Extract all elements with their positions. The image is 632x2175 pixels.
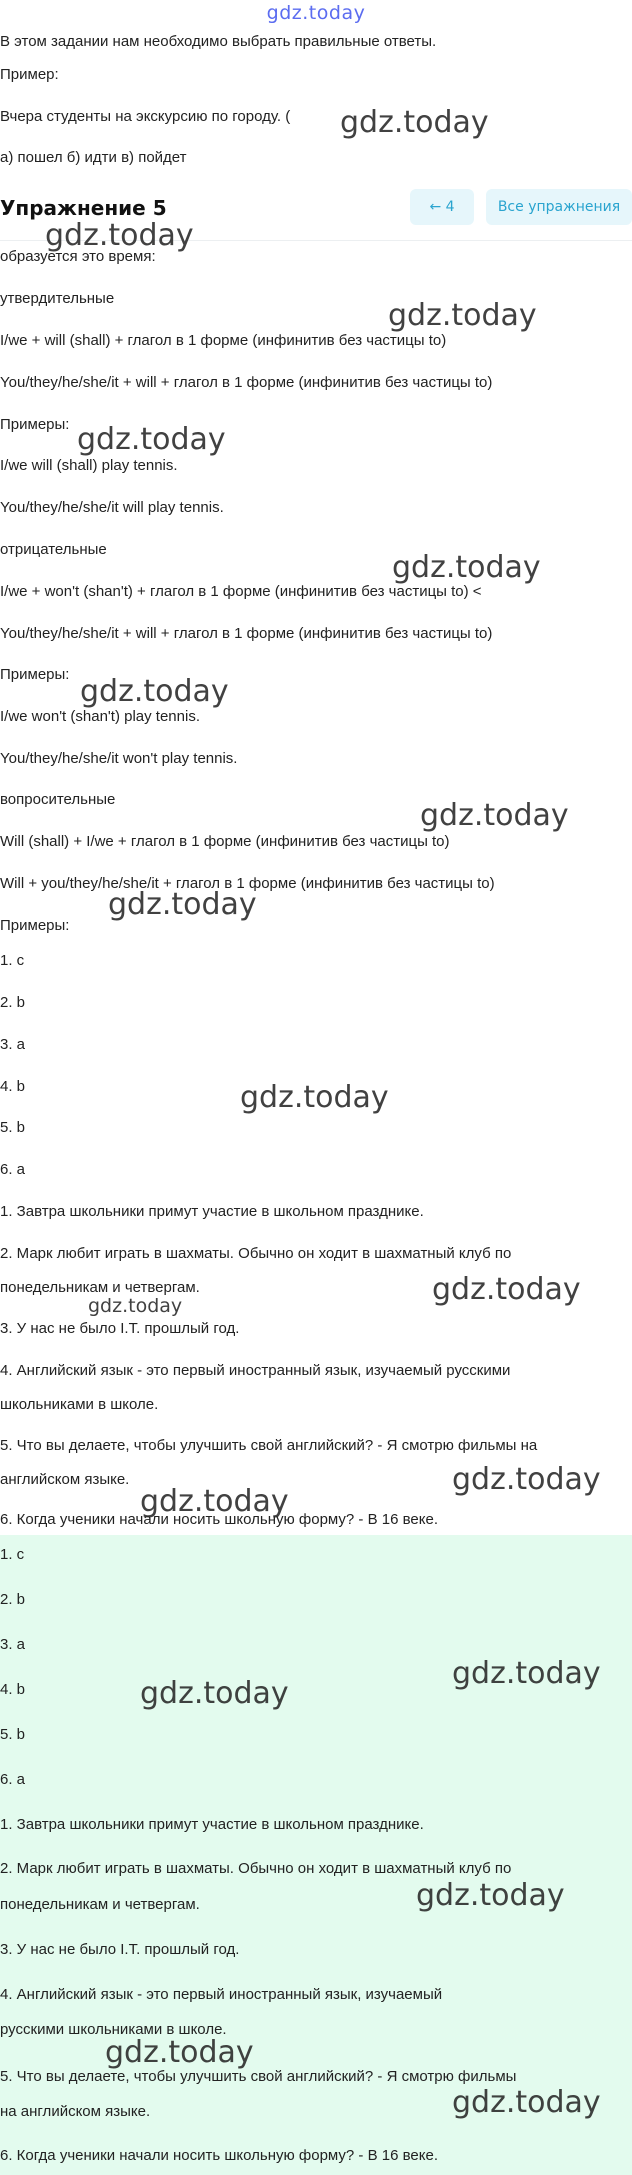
task-description: В этом задании нам необходимо выбрать правильные ответы. [0,33,437,50]
answer-box-line: 6. a [0,1771,26,1788]
watermark: gdz.today [80,674,229,709]
exercise-title: Упражнение 5 [0,196,167,220]
answer-line: английском языке. [0,1471,130,1488]
answer-line: 5. b [0,1119,26,1136]
theory-line: You/they/he/she/it won't play tennis. [0,750,238,767]
theory-line: You/they/he/she/it + will + глагол в 1 форме (инфинитив без частицы to) [0,625,493,642]
answer-line: 2. b [0,994,26,1011]
watermark: gdz.today [140,1484,289,1519]
answer-line: 5. Что вы делаете, чтобы улучшить свой английский? - Я смотрю фильмы на [0,1437,538,1454]
answer-box-line: на английском языке. [0,2103,151,2120]
watermark: gdz.today [452,1656,601,1691]
theory-line: I/we + won't (shan't) + глагол в 1 форме (инфинитив без частицы to) < [0,583,482,600]
watermark: gdz.today [240,1080,389,1115]
prev-exercise-button[interactable]: ← 4 [410,189,474,225]
watermark: gdz.today [140,1676,289,1711]
answer-box-line: 4. Английский язык - это первый иностранный язык, изучаемый [0,1986,443,2003]
answer-line: 6. Когда ученики начали носить школьную форму? - В 16 веке. [0,1511,438,1528]
theory-line: Will + you/they/he/she/it + глагол в 1 форме (инфинитив без частицы to) [0,875,495,892]
theory-line: вопросительные [0,791,116,808]
watermark: gdz.today [452,1462,601,1497]
all-exercises-button[interactable]: Все упражнения [486,189,632,225]
answer-box-line: русскими школьниками в школе. [0,2021,227,2038]
answer-line: 4. b [0,1078,26,1095]
answer-box-line: 2. b [0,1591,26,1608]
theory-line: Примеры: [0,917,70,934]
theory-line: образуется это время: [0,248,156,265]
answer-line: понедельникам и четвергам. [0,1279,200,1296]
watermark: gdz.today [108,887,257,922]
answer-line: 3. a [0,1036,26,1053]
watermark: gdz.today [88,1295,183,1317]
theory-line: I/we will (shall) play tennis. [0,457,178,474]
watermark: gdz.today [388,298,537,333]
watermark: gdz.today [340,105,489,140]
answer-box-line: 3. a [0,1636,26,1653]
theory-line: утвердительные [0,290,115,307]
answer-line: 1. Завтра школьники примут участие в школьном празднике. [0,1203,424,1220]
theory-line: You/they/he/she/it will play tennis. [0,499,224,516]
answer-box-line: 5. b [0,1726,26,1743]
answer-line: школьниками в школе. [0,1396,159,1413]
example-options: а) пошел б) идти в) пойдет [0,149,187,166]
site-logo[interactable]: gdz.today [266,2,366,24]
answer-box-line: 3. У нас не было I.T. прошлый год. [0,1941,240,1958]
theory-line: You/they/he/she/it + will + глагол в 1 форме (инфинитив без частицы to) [0,374,493,391]
answer-box-line: 2. Марк любит играть в шахматы. Обычно он ходит в шахматный клуб по [0,1860,512,1877]
watermark: gdz.today [45,218,194,253]
watermark: gdz.today [420,798,569,833]
theory-line: отрицательные [0,541,107,558]
watermark: gdz.today [77,422,226,457]
answer-line: 2. Марк любит играть в шахматы. Обычно он ходит в шахматный клуб по [0,1245,512,1262]
watermark: gdz.today [392,550,541,585]
answer-box-line: 1. c [0,1546,25,1563]
example-sentence: Вчера студенты на экскурсию по городу. ( [0,108,291,125]
answer-line: 4. Английский язык - это первый иностранный язык, изучаемый русскими [0,1362,511,1379]
answer-line: 3. У нас не было I.T. прошлый год. [0,1320,240,1337]
theory-line: I/we + will (shall) + глагол в 1 форме (инфинитив без частицы to) [0,332,447,349]
theory-line: Примеры: [0,416,70,433]
theory-line: Will (shall) + I/we + глагол в 1 форме (инфинитив без частицы to) [0,833,450,850]
answer-box-line: 1. Завтра школьники примут участие в школьном празднике. [0,1816,424,1833]
answer-box-line: понедельникам и четвергам. [0,1896,200,1913]
answer-box-line: 5. Что вы делаете, чтобы улучшить свой английский? - Я смотрю фильмы [0,2068,517,2085]
watermark: gdz.today [105,2035,254,2070]
watermark: gdz.today [416,1878,565,1913]
theory-line: I/we won't (shan't) play tennis. [0,708,200,725]
theory-line: Примеры: [0,666,70,683]
watermark: gdz.today [452,2085,601,2120]
watermark: gdz.today [432,1272,581,1307]
answer-box-line: 4. b [0,1681,26,1698]
example-label: Пример: [0,66,59,83]
answer-line: 1. c [0,952,25,969]
answer-line: 6. a [0,1161,26,1178]
answer-box-line: 6. Когда ученики начали носить школьную форму? - В 16 веке. [0,2147,438,2164]
